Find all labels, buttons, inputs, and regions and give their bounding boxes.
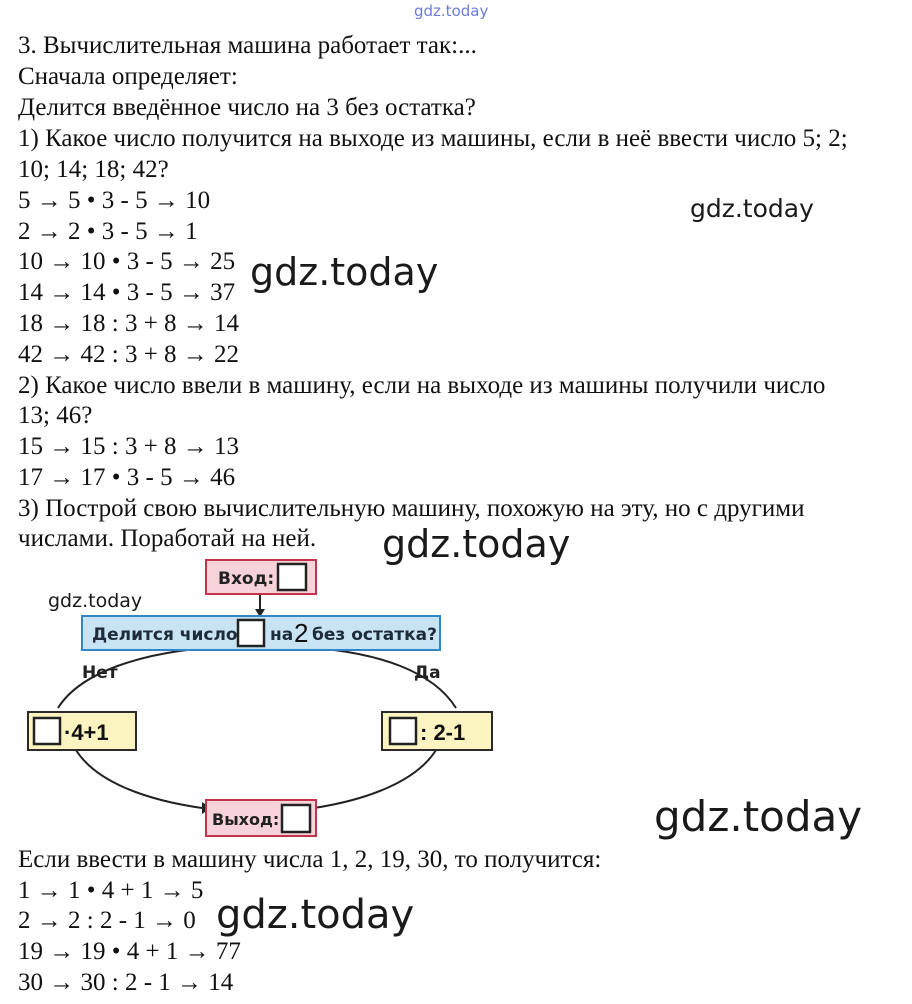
right-placeholder-square: [390, 718, 416, 744]
question-suffix: без остатка?: [312, 625, 438, 645]
left-operation-text: ·4+1: [64, 720, 109, 745]
calc-line: 17 → 17 • 3 - 5 → 46: [18, 464, 236, 491]
right-operation-text: : 2-1: [420, 720, 466, 745]
input-label: Вход:: [218, 569, 275, 589]
left-placeholder-square: [34, 718, 60, 744]
text-line: Делится введённое число на 3 без остатка?: [18, 94, 476, 121]
question-prefix: Делится число: [92, 625, 238, 645]
question-1-line: 10; 14; 18; 42?: [18, 156, 169, 183]
calc-line: 42 → 42 : 3 + 8 → 22: [18, 341, 240, 368]
answer-line: 2 → 2 : 2 - 1 → 0: [18, 907, 196, 934]
watermark: gdz.today: [654, 792, 863, 841]
right-operation-box: [382, 712, 492, 750]
answer-line: 19 → 19 • 4 + 1 → 77: [18, 938, 241, 965]
yes-branch-label: Да: [414, 663, 441, 683]
task-title: 3. Вычислительная машина работает так:...: [18, 32, 477, 59]
output-box: [206, 800, 316, 836]
question-mid: на: [270, 625, 294, 645]
input-box: [206, 560, 316, 594]
question-3-line: 3) Построй свою вычислительную машину, похожую на эту, но с другими: [18, 495, 805, 522]
calc-line: 14 → 14 • 3 - 5 → 37: [18, 279, 236, 306]
watermark: gdz.today: [690, 194, 814, 223]
question-1-line: 1) Какое число получится на выходе из машины, если в неё ввести число 5; 2;: [18, 125, 848, 152]
output-placeholder-square: [282, 805, 310, 832]
question-2-line: 13; 46?: [18, 402, 93, 429]
calc-line: 5 → 5 • 3 - 5 → 10: [18, 187, 211, 214]
watermark: gdz.today: [250, 250, 439, 294]
calc-line: 15 → 15 : 3 + 8 → 13: [18, 433, 240, 460]
input-placeholder-square: [278, 564, 306, 590]
calc-line: 2 → 2 • 3 - 5 → 1: [18, 218, 198, 245]
answer-line: 30 → 30 : 2 - 1 → 14: [18, 969, 234, 996]
question-box: [82, 616, 440, 650]
calc-line: 10 → 10 • 3 - 5 → 25: [18, 248, 236, 275]
question-number: 2: [294, 618, 309, 648]
question-placeholder-square: [238, 620, 264, 646]
watermark: gdz.today: [48, 590, 143, 612]
answer-intro: Если ввести в машину числа 1, 2, 19, 30, то получится:: [18, 846, 602, 873]
question-3-line: числами. Поработай на ней.: [18, 525, 317, 552]
no-branch-label: Нет: [82, 663, 118, 683]
watermark-top: gdz.today: [414, 2, 489, 20]
calc-line: 18 → 18 : 3 + 8 → 14: [18, 310, 240, 337]
question-2-line: 2) Какое число ввели в машину, если на выходе из машины получили число: [18, 372, 826, 399]
answer-line: 1 → 1 • 4 + 1 → 5: [18, 877, 204, 904]
text-line: Сначала определяет:: [18, 63, 238, 90]
output-label: Выход:: [212, 810, 280, 829]
left-operation-box: [28, 712, 136, 750]
watermark: gdz.today: [216, 892, 415, 938]
watermark: gdz.today: [382, 522, 571, 566]
